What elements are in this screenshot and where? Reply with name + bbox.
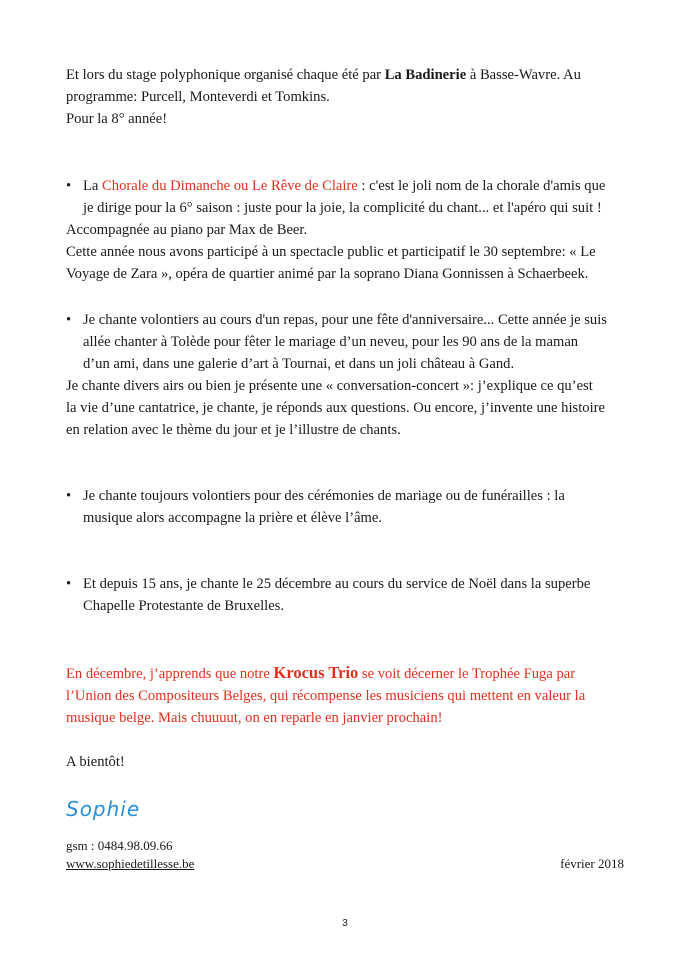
intro-line-3: Pour la 8° année! (66, 111, 168, 127)
signature: Sophie (66, 797, 141, 821)
bullet-icon: • (66, 178, 72, 194)
announcement-line-1 (66, 662, 636, 685)
list-item (66, 485, 636, 507)
intro-text: à Basse-Wavre. Au (466, 67, 581, 83)
closing-paragraph (66, 751, 636, 773)
la-badinerie-name: La Badinerie (384, 67, 467, 83)
noel-section (66, 573, 636, 617)
repas-line-5: la vie d’une cantatrice, je chante, je réponds aux questions. Ou encore, j’invente une histoire (66, 400, 605, 416)
list-item (66, 573, 636, 595)
repas-section (66, 309, 636, 441)
chorale-line-5: Voyage de Zara », opéra de quartier animé par la soprano Diana Gonnissen à Schaerbeek. (66, 266, 589, 282)
announcement-paragraph (66, 662, 636, 729)
repas-line-4: Je chante divers airs ou bien je présente une « conversation-concert »: j’explique ce qu’est (66, 378, 593, 394)
list-item (66, 175, 636, 197)
list-item (66, 309, 636, 331)
repas-text: Je chante volontiers au cours d'un repas, pour une fête d'anniversaire... Cette année je suis (83, 312, 607, 328)
noel-line-2: Chapelle Protestante de Bruxelles. (83, 598, 285, 614)
bullet-icon: • (66, 312, 72, 328)
closing-text: A bientôt! (66, 754, 125, 770)
repas-line-2: allée chanter à Tolède pour fêter le mariage d’un neveu, pour les 90 ans de la maman (83, 334, 579, 350)
intro-line-2: programme: Purcell, Monteverdi et Tomkins. (66, 89, 330, 105)
intro-paragraph (66, 64, 636, 130)
intro-line-1 (66, 64, 636, 86)
chorale-name: Chorale du Dimanche ou Le Rêve de Claire (102, 178, 358, 194)
chorale-line-3: Accompagnée au piano par Max de Beer. (66, 222, 308, 238)
announcement-text: se voit décerner le Trophée Fuga par (358, 666, 576, 682)
ceremonies-section (66, 485, 636, 529)
contact-footer (66, 837, 194, 873)
ceremonies-text: Je chante toujours volontiers pour des cérémonies de mariage ou de funérailles : la (83, 488, 565, 504)
intro-text: Et lors du stage polyphonique organisé chaque été par (66, 67, 385, 83)
ceremonies-line-2: musique alors accompagne la prière et élève l’âme. (83, 510, 383, 526)
gsm-number: gsm : 0484.98.09.66 (66, 838, 173, 853)
bullet-icon: • (66, 488, 72, 504)
noel-text: Et depuis 15 ans, je chante le 25 décembre au cours du service de Noël dans la superbe (83, 576, 591, 592)
bullet-icon: • (66, 576, 72, 592)
announcement-text: En décembre, j’apprends que notre (66, 666, 274, 682)
document-date: février 2018 (560, 856, 624, 871)
chorale-line-2: je dirige pour la 6° saison : juste pour la joie, la complicité du chant... et l'apéro qui suit ! (83, 200, 602, 216)
repas-line-6: en relation avec le thème du jour et je l’illustre de chants. (66, 422, 401, 438)
chorale-text: La (83, 178, 103, 194)
chorale-section (66, 175, 636, 285)
krocus-trio-name: Krocus Trio (273, 663, 359, 682)
website-link[interactable]: www.sophiedetillesse.be (66, 856, 195, 871)
page-number: 3 (342, 918, 348, 929)
chorale-line-4: Cette année nous avons participé à un spectacle public et participatif le 30 septembre: « Le (66, 244, 596, 260)
announcement-line-3: musique belge. Mais chuuuut, on en reparle en janvier prochain! (66, 710, 443, 726)
repas-line-3: d’un ami, dans une galerie d’art à Tournai, et dans un joli château à Gand. (83, 356, 515, 372)
chorale-text: : c'est le joli nom de la chorale d'amis que (357, 178, 606, 194)
announcement-line-2: l’Union des Compositeurs Belges, qui récompense les musiciens qui mettent en valeur la (66, 688, 586, 704)
